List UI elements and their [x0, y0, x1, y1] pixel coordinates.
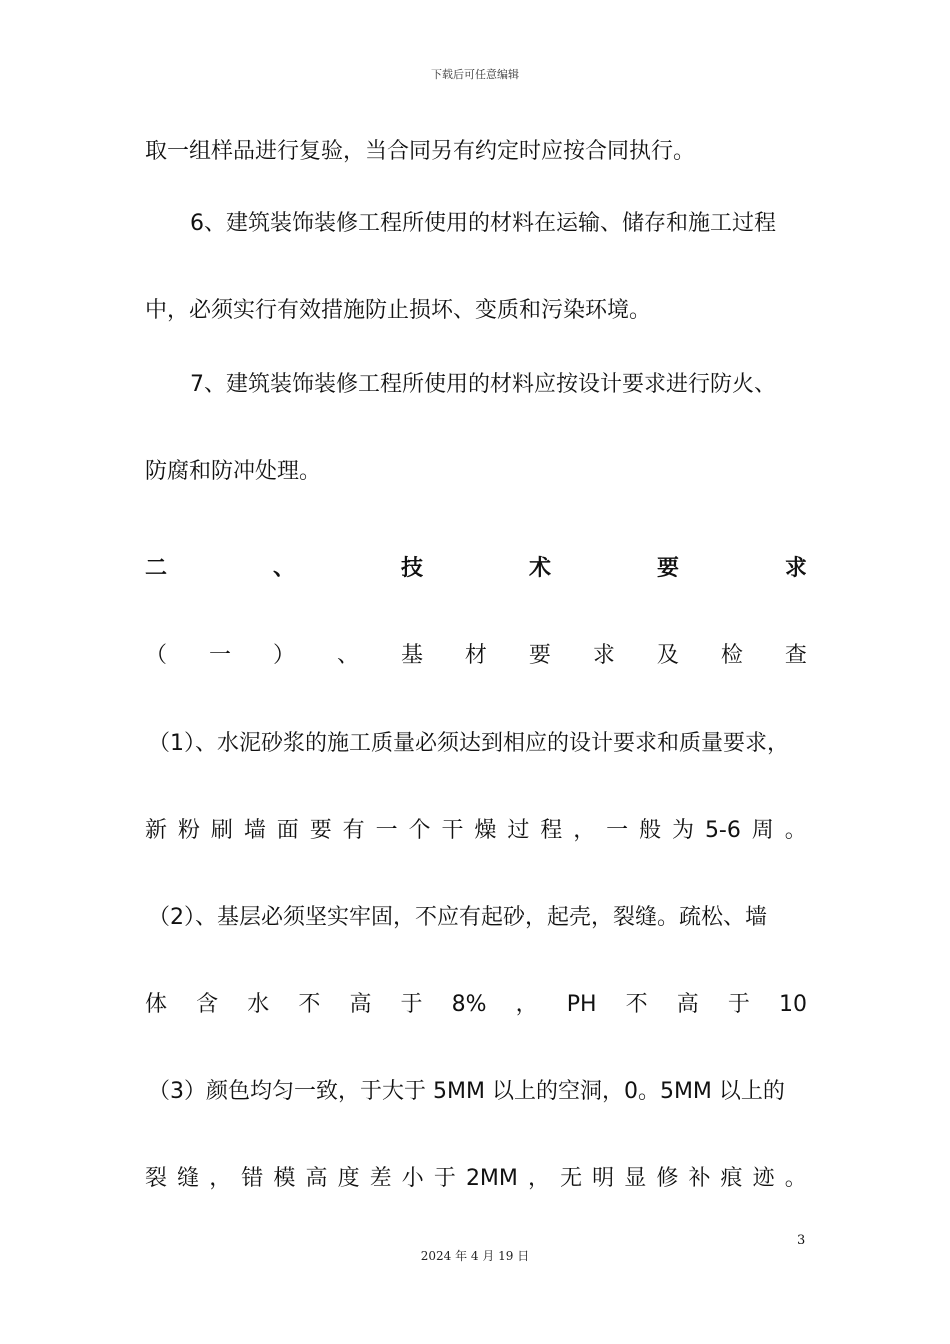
spread-char: 一: [606, 818, 629, 843]
page-footer-date: 2024 年 4 月 19 日: [420, 1249, 530, 1263]
spread-char: 5-6: [704, 818, 741, 843]
spread-char: 材: [464, 643, 487, 668]
spread-char: 燥: [474, 818, 497, 843]
spread-char: PH: [566, 992, 597, 1017]
page-header: 下载后可任意编辑: [431, 68, 519, 81]
item-1-line-1: （1）、水泥砂浆的施工质量必须达到相应的设计要求和质量要求，: [148, 731, 789, 756]
spread-char: 明: [592, 1166, 615, 1191]
spread-char: ，: [209, 1166, 232, 1191]
spread-char: 过: [507, 818, 530, 843]
spread-char: ，: [515, 992, 538, 1017]
spread-char: 为: [672, 818, 695, 843]
spread-char: 水: [247, 992, 270, 1017]
spread-char: 检: [720, 643, 743, 668]
spread-char: 技: [400, 556, 423, 581]
spread-char: 体: [145, 992, 168, 1017]
spread-char: 般: [639, 818, 662, 843]
spread-char: 无: [560, 1166, 583, 1191]
spread-char: 显: [624, 1166, 647, 1191]
spread-char: 迹: [752, 1166, 775, 1191]
body-line-5: 防腐和防冲处理。: [145, 459, 322, 484]
spread-char: 差: [369, 1166, 392, 1191]
spread-char: 小: [401, 1166, 424, 1191]
spread-char: 周: [751, 818, 774, 843]
spread-char: 于: [727, 992, 750, 1017]
item-1-line-2: [145, 816, 807, 846]
body-line-3: 中，必须实行有效措施防止损坏、变质和污染环境。: [145, 298, 652, 323]
section-heading: [145, 554, 807, 584]
spread-char: 个: [408, 818, 431, 843]
spread-char: 、: [272, 556, 295, 581]
spread-char: 裂: [145, 1166, 168, 1191]
spread-char: 求: [784, 556, 807, 581]
spread-char: 高: [349, 992, 372, 1017]
spread-char: ，: [527, 1166, 550, 1191]
spread-char: 不: [298, 992, 321, 1017]
spread-char: 含: [196, 992, 219, 1017]
spread-char: 。: [784, 818, 807, 843]
spread-char: 不: [625, 992, 648, 1017]
spread-char: 、: [336, 643, 359, 668]
spread-char: 基: [400, 643, 423, 668]
spread-char: ）: [272, 643, 295, 668]
spread-char: 修: [656, 1166, 679, 1191]
page-number: 3: [797, 1233, 806, 1248]
spread-char: 一: [208, 643, 231, 668]
spread-char: 8%: [451, 992, 487, 1017]
spread-char: 。: [784, 1166, 807, 1191]
spread-char: 要: [656, 556, 679, 581]
body-line-2: 6、建筑装饰装修工程所使用的材料在运输、储存和施工过程: [190, 211, 776, 236]
spread-char: 度: [337, 1166, 360, 1191]
spread-char: 于: [400, 992, 423, 1017]
body-line-1: 取一组样品进行复验，当合同另有约定时应按合同执行。: [145, 139, 696, 164]
spread-char: 有: [342, 818, 365, 843]
spread-char: 高: [676, 992, 699, 1017]
spread-char: ，: [573, 818, 596, 843]
subsection-heading: [145, 641, 807, 671]
spread-char: 刷: [210, 818, 233, 843]
spread-char: 痕: [720, 1166, 743, 1191]
spread-char: 要: [528, 643, 551, 668]
spread-char: 术: [528, 556, 551, 581]
spread-char: 程: [540, 818, 563, 843]
item-2-line-2: [145, 990, 807, 1020]
spread-char: 缝: [177, 1166, 200, 1191]
spread-char: 10: [779, 992, 807, 1017]
item-3-line-1: （3）颜色均匀一致，于大于 5MM 以上的空洞，0。5MM 以上的: [148, 1079, 785, 1104]
spread-char: （: [145, 643, 168, 668]
spread-char: 新: [145, 818, 168, 843]
item-3-line-2: [145, 1164, 807, 1194]
spread-char: 要: [309, 818, 332, 843]
spread-char: 一: [375, 818, 398, 843]
spread-char: 2MM: [465, 1166, 518, 1191]
spread-char: 墙: [243, 818, 266, 843]
spread-char: 粉: [177, 818, 200, 843]
spread-char: 补: [688, 1166, 711, 1191]
item-2-line-1: （2）、基层必须坚实牢固，不应有起砂，起壳，裂缝。疏松、墙: [148, 905, 767, 930]
spread-char: 求: [592, 643, 615, 668]
spread-char: 错: [241, 1166, 264, 1191]
spread-char: 干: [441, 818, 464, 843]
spread-char: 模: [273, 1166, 296, 1191]
spread-char: 面: [276, 818, 299, 843]
spread-char: 于: [433, 1166, 456, 1191]
spread-char: 查: [784, 643, 807, 668]
spread-char: 二: [145, 556, 168, 581]
spread-char: 高: [305, 1166, 328, 1191]
spread-char: 及: [656, 643, 679, 668]
body-line-4: 7、建筑装饰装修工程所使用的材料应按设计要求进行防火、: [190, 372, 776, 397]
